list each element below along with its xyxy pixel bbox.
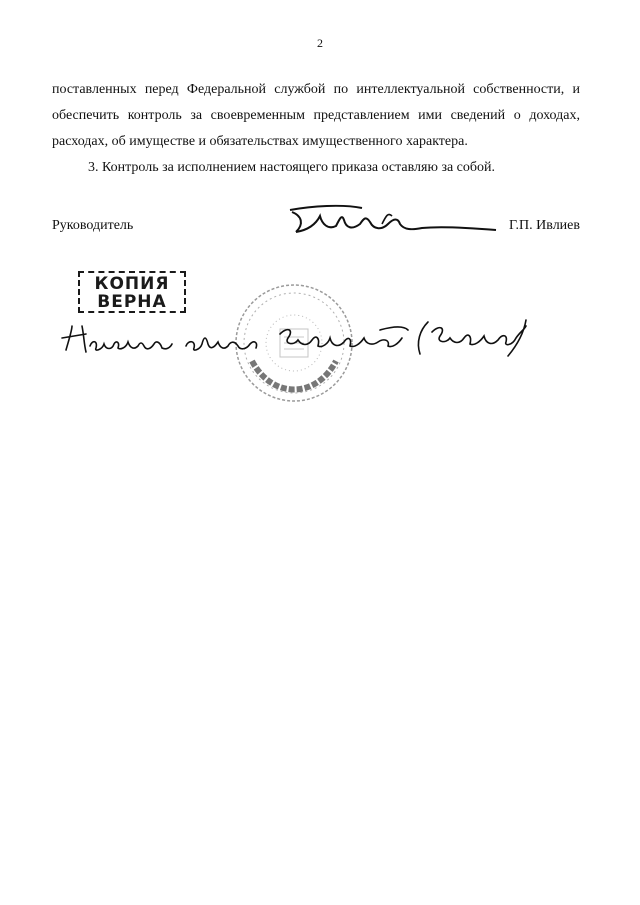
- stamp-line-1: КОПИЯ: [94, 274, 170, 294]
- body-line-1: поставленных перед Федеральной службой по интеллектуальной собственности, и: [52, 82, 580, 97]
- stamp-line-2: ВЕРНА: [97, 292, 167, 312]
- copy-certified-stamp: [78, 271, 186, 313]
- signer-name: Г.П. Ивлиев: [509, 218, 580, 233]
- document-body: [52, 77, 580, 181]
- page-number: 2: [317, 36, 323, 50]
- handwritten-note: [58, 312, 538, 362]
- body-line-2: обеспечить контроль за своевременным представлением ими сведений о доходах,: [52, 108, 580, 123]
- signature-block: [52, 218, 580, 242]
- signer-title: Руководитель: [52, 218, 134, 233]
- signature-image: [232, 202, 512, 248]
- paragraph-point-3: 3. Контроль за исполнением настоящего приказа оставляю за собой.: [88, 160, 496, 175]
- body-line-3: расходах, об имуществе и обязательствах имущественного характера.: [52, 134, 468, 149]
